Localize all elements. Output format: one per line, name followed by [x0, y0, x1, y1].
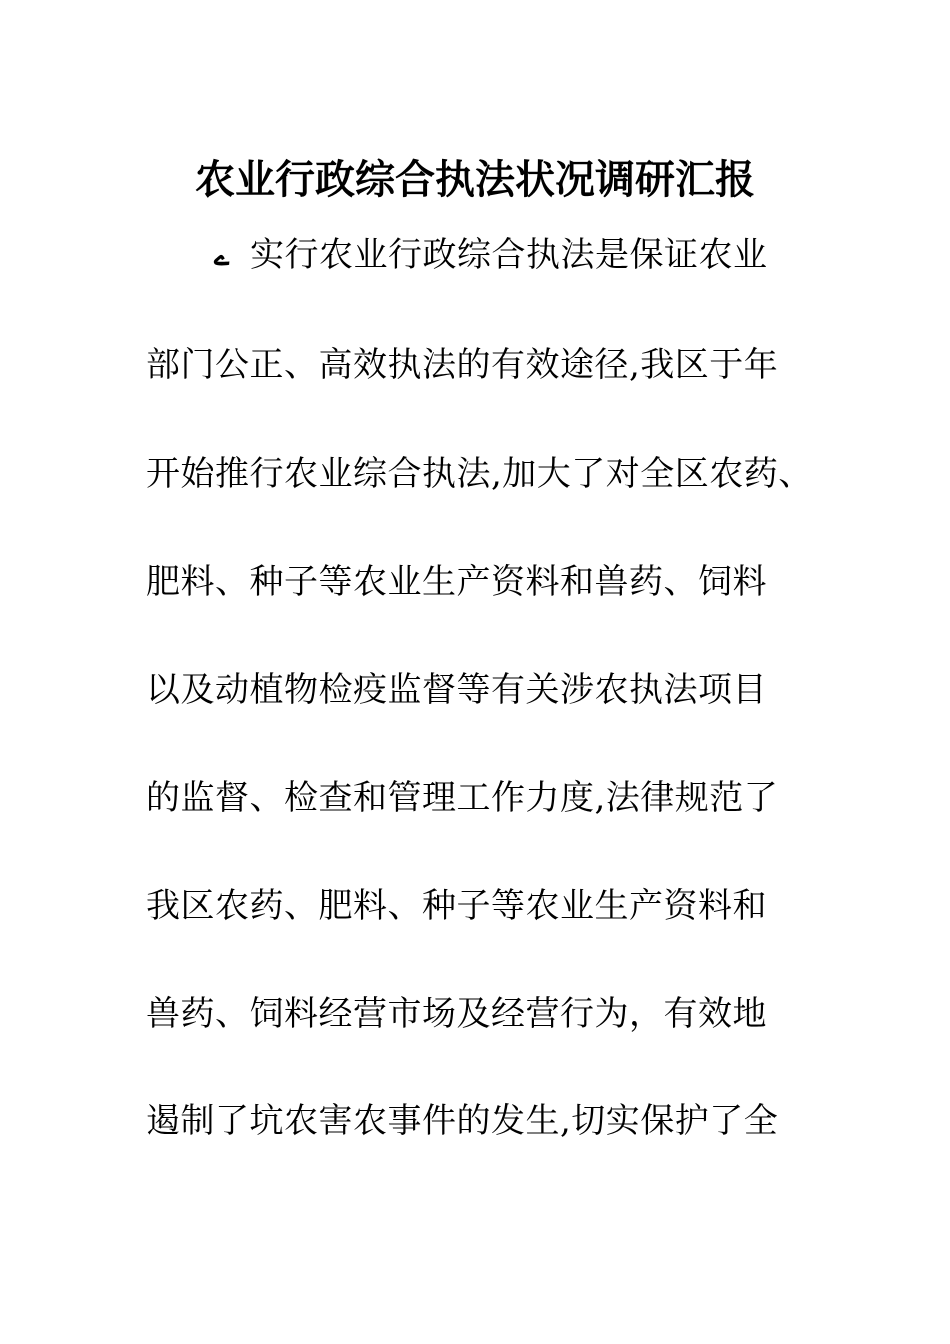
- paragraph-line-2: 部门公正、高效执法的有效途径,我区于年: [146, 345, 779, 385]
- paragraph-line-5: 以及动植物检疫监督等有关涉农执法项目: [146, 670, 767, 710]
- paragraph-line-4: 肥料、种子等农业生产资料和兽药、饲料: [146, 562, 767, 602]
- paragraph-line-9: 遏制了坑农害农事件的发生,切实保护了全: [146, 1101, 779, 1141]
- paragraph-line-3: 开始推行农业综合执法,加大了对全区农药、: [146, 454, 813, 494]
- document-title: 农业行政综合执法状况调研汇报: [195, 155, 755, 203]
- paragraph-line-6: 的监督、检查和管理工作力度,法律规范了: [146, 778, 779, 818]
- bullet-icon: ے: [214, 242, 230, 272]
- paragraph-line-7: 我区农药、肥料、种子等农业生产资料和: [146, 886, 767, 926]
- paragraph-line-8: 兽药、饲料经营市场及经营行为，有效地: [146, 994, 767, 1034]
- line-text: 实行农业行政综合执法是保证农业: [250, 235, 768, 275]
- paragraph-line-1: [214, 233, 768, 279]
